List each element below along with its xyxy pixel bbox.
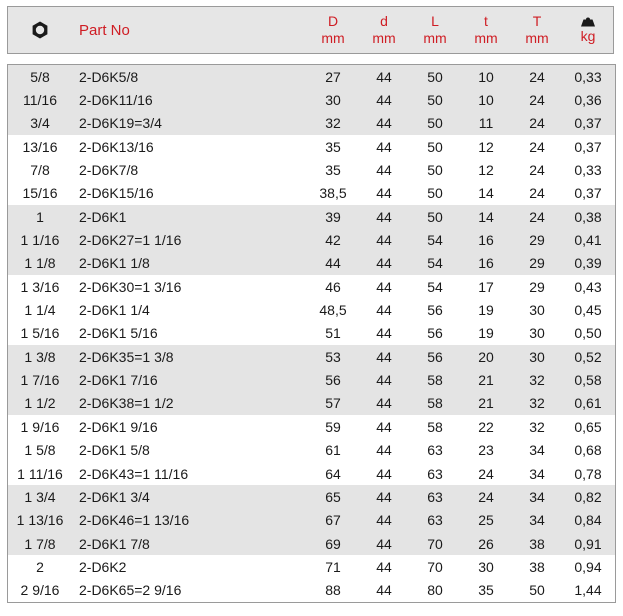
table-row xyxy=(8,135,615,158)
d-cell: 44 xyxy=(376,418,392,435)
size-cell: 1 3/4 xyxy=(24,488,56,505)
d-cell: 44 xyxy=(376,162,392,179)
L-cell: 50 xyxy=(427,138,443,155)
part-number-cell: 2-D6K27=1 1/16 xyxy=(79,232,182,249)
part-number-cell: 2-D6K13/16 xyxy=(79,138,154,155)
D-cell: 46 xyxy=(325,278,341,295)
size-cell: 1 3/8 xyxy=(24,348,56,365)
d-cell: 44 xyxy=(376,185,392,202)
part-number-cell: 2-D6K15/16 xyxy=(79,185,154,202)
T-cell: 34 xyxy=(529,512,545,529)
weight-cell: 0,38 xyxy=(574,208,602,225)
L-cell: 63 xyxy=(427,512,443,529)
D-cell: 59 xyxy=(325,418,341,435)
D-cell: 48,5 xyxy=(319,302,347,319)
weight-cell: 0,65 xyxy=(574,418,602,435)
weight-cell: 0,82 xyxy=(574,488,602,505)
T-cell: 32 xyxy=(529,395,545,412)
D-cell: 57 xyxy=(325,395,341,412)
size-cell: 15/16 xyxy=(22,185,58,202)
T-cell: 38 xyxy=(529,558,545,575)
table-row xyxy=(8,322,615,345)
table-row xyxy=(8,345,615,368)
D-cell: 71 xyxy=(325,558,341,575)
table-row xyxy=(8,88,615,111)
column-header-weight xyxy=(564,7,612,53)
size-cell: 7/8 xyxy=(30,162,50,179)
t-cell: 11 xyxy=(478,115,494,132)
L-cell: 63 xyxy=(427,488,443,505)
L-cell: 63 xyxy=(427,465,443,482)
size-cell: 2 xyxy=(36,558,44,575)
d-cell: 44 xyxy=(376,138,392,155)
table-row xyxy=(8,182,615,205)
column-unit: mm xyxy=(474,30,498,46)
weight-cell: 0,43 xyxy=(574,278,602,295)
t-cell: 10 xyxy=(478,68,494,85)
table-row xyxy=(8,368,615,391)
table-row xyxy=(8,555,615,578)
weight-cell: 1,44 xyxy=(574,582,602,599)
t-cell: 24 xyxy=(478,465,494,482)
weight-icon xyxy=(580,16,596,27)
d-cell: 44 xyxy=(376,115,392,132)
D-cell: 35 xyxy=(325,162,341,179)
t-cell: 30 xyxy=(478,558,494,575)
size-cell: 2 9/16 xyxy=(20,582,60,599)
T-cell: 24 xyxy=(529,162,545,179)
weight-cell: 0,68 xyxy=(574,442,602,459)
table-row xyxy=(8,275,615,298)
size-cell: 11/16 xyxy=(23,92,57,109)
part-number-cell: 2-D6K2 xyxy=(79,558,127,575)
d-cell: 44 xyxy=(376,512,392,529)
column-name: L xyxy=(431,13,439,29)
weight-cell: 0,61 xyxy=(574,395,602,412)
size-cell: 1 1/8 xyxy=(24,255,56,272)
table-row xyxy=(8,579,615,602)
size-cell: 1 1/16 xyxy=(20,232,60,249)
T-cell: 29 xyxy=(529,232,545,249)
L-cell: 58 xyxy=(427,395,443,412)
weight-cell: 0,50 xyxy=(574,325,602,342)
T-cell: 32 xyxy=(529,372,545,389)
d-cell: 44 xyxy=(376,348,392,365)
size-cell: 1 9/16 xyxy=(20,418,60,435)
t-cell: 10 xyxy=(478,92,494,109)
table-row xyxy=(8,112,615,135)
column-name: t xyxy=(484,13,488,29)
t-cell: 16 xyxy=(478,255,494,272)
L-cell: 50 xyxy=(427,185,443,202)
column-name: d xyxy=(380,13,388,29)
T-cell: 24 xyxy=(529,92,545,109)
L-cell: 58 xyxy=(427,418,443,435)
t-cell: 19 xyxy=(478,302,494,319)
weight-cell: 0,52 xyxy=(574,348,602,365)
part-number-cell: 2-D6K11/16 xyxy=(79,92,153,109)
size-cell: 1 5/8 xyxy=(24,442,56,459)
size-cell: 1 7/8 xyxy=(24,535,56,552)
size-cell: 13/16 xyxy=(22,138,58,155)
part-number-cell: 2-D6K43=1 11/16 xyxy=(79,465,189,482)
weight-cell: 0,37 xyxy=(574,115,602,132)
d-cell: 44 xyxy=(376,372,392,389)
table-row xyxy=(8,439,615,462)
t-cell: 23 xyxy=(478,442,494,459)
size-cell: 1 11/16 xyxy=(17,465,63,482)
table-row xyxy=(8,65,615,88)
d-cell: 44 xyxy=(376,395,392,412)
d-cell: 44 xyxy=(376,465,392,482)
t-cell: 35 xyxy=(478,582,494,599)
T-cell: 30 xyxy=(529,348,545,365)
column-header-t xyxy=(462,7,510,53)
table-row xyxy=(8,228,615,251)
table-row xyxy=(8,532,615,555)
t-cell: 12 xyxy=(478,138,494,155)
D-cell: 51 xyxy=(325,325,341,342)
T-cell: 32 xyxy=(529,418,545,435)
d-cell: 44 xyxy=(376,232,392,249)
table-row xyxy=(8,485,615,508)
weight-cell: 0,84 xyxy=(574,512,602,529)
D-cell: 56 xyxy=(325,372,341,389)
d-cell: 44 xyxy=(376,302,392,319)
L-cell: 70 xyxy=(427,535,443,552)
table-row xyxy=(8,462,615,485)
T-cell: 38 xyxy=(529,535,545,552)
t-cell: 14 xyxy=(478,185,494,202)
column-unit: mm xyxy=(423,30,447,46)
t-cell: 12 xyxy=(478,162,494,179)
part-number-cell: 2-D6K1 5/16 xyxy=(79,325,158,342)
T-cell: 29 xyxy=(529,255,545,272)
column-name: D xyxy=(327,13,339,29)
L-cell: 50 xyxy=(427,162,443,179)
column-unit: kg xyxy=(580,27,596,44)
D-cell: 32 xyxy=(325,115,341,132)
size-cell: 1 3/16 xyxy=(20,278,60,295)
weight-cell: 0,58 xyxy=(574,372,602,389)
table-row xyxy=(8,509,615,532)
table-row xyxy=(8,392,615,415)
column-header-T xyxy=(513,7,561,53)
weight-cell: 0,37 xyxy=(574,185,602,202)
d-cell: 44 xyxy=(376,488,392,505)
part-number-cell: 2-D6K46=1 13/16 xyxy=(79,512,190,529)
L-cell: 70 xyxy=(427,558,443,575)
weight-cell: 0,36 xyxy=(574,92,602,109)
D-cell: 35 xyxy=(325,138,341,155)
D-cell: 39 xyxy=(325,208,341,225)
table-body xyxy=(7,64,616,603)
L-cell: 56 xyxy=(427,302,443,319)
part-number-cell: 2-D6K19=3/4 xyxy=(79,115,162,132)
column-unit: mm xyxy=(321,30,345,46)
L-cell: 50 xyxy=(427,92,443,109)
part-number-cell: 2-D6K1 xyxy=(79,208,127,225)
part-number-cell: 2-D6K30=1 3/16 xyxy=(79,278,182,295)
size-cell: 1 13/16 xyxy=(16,512,64,529)
part-number-cell: 2-D6K5/8 xyxy=(79,68,139,85)
D-cell: 53 xyxy=(325,348,341,365)
table-row xyxy=(8,415,615,438)
L-cell: 63 xyxy=(427,442,443,459)
table-header xyxy=(7,6,614,54)
column-header-L xyxy=(411,7,459,53)
t-cell: 25 xyxy=(478,512,494,529)
part-number-cell: 2-D6K1 5/8 xyxy=(79,442,150,459)
weight-cell: 0,39 xyxy=(574,255,602,272)
hexagon-icon xyxy=(30,20,50,40)
size-cell: 5/8 xyxy=(30,68,50,85)
t-cell: 20 xyxy=(478,348,494,365)
size-cell: 1 5/16 xyxy=(20,325,60,342)
T-cell: 50 xyxy=(529,582,545,599)
d-cell: 44 xyxy=(376,255,392,272)
table-row xyxy=(8,158,615,181)
size-cell: 1 xyxy=(36,208,44,225)
L-cell: 50 xyxy=(427,68,443,85)
column-header-D xyxy=(309,7,357,53)
L-cell: 54 xyxy=(427,255,443,272)
T-cell: 24 xyxy=(529,68,545,85)
table-row xyxy=(8,205,615,228)
column-header-d xyxy=(360,7,408,53)
T-cell: 29 xyxy=(529,278,545,295)
column-name: T xyxy=(532,13,542,29)
L-cell: 54 xyxy=(427,278,443,295)
part-no-header: Part No xyxy=(79,21,130,39)
weight-cell: 0,33 xyxy=(574,68,602,85)
size-cell: 1 1/2 xyxy=(24,395,56,412)
T-cell: 24 xyxy=(529,208,545,225)
L-cell: 54 xyxy=(427,232,443,249)
part-number-cell: 2-D6K35=1 3/8 xyxy=(79,348,174,365)
weight-cell: 0,41 xyxy=(574,232,602,249)
d-cell: 44 xyxy=(376,278,392,295)
table-row xyxy=(8,252,615,275)
T-cell: 34 xyxy=(529,488,545,505)
D-cell: 64 xyxy=(325,465,341,482)
t-cell: 24 xyxy=(478,488,494,505)
D-cell: 88 xyxy=(325,582,341,599)
t-cell: 17 xyxy=(478,278,494,295)
part-number-cell: 2-D6K7/8 xyxy=(79,162,139,179)
L-cell: 80 xyxy=(427,582,443,599)
T-cell: 24 xyxy=(529,185,545,202)
table-row xyxy=(8,298,615,321)
T-cell: 34 xyxy=(529,465,545,482)
d-cell: 44 xyxy=(376,208,392,225)
t-cell: 19 xyxy=(478,325,494,342)
size-cell: 3/4 xyxy=(30,115,50,132)
T-cell: 24 xyxy=(529,138,545,155)
d-cell: 44 xyxy=(376,92,392,109)
t-cell: 21 xyxy=(478,395,494,412)
size-cell: 1 1/4 xyxy=(24,302,56,319)
d-cell: 44 xyxy=(376,582,392,599)
d-cell: 44 xyxy=(376,535,392,552)
column-unit: mm xyxy=(372,30,396,46)
part-number-cell: 2-D6K1 1/4 xyxy=(79,302,150,319)
t-cell: 14 xyxy=(478,208,494,225)
L-cell: 50 xyxy=(427,115,443,132)
d-cell: 44 xyxy=(376,442,392,459)
T-cell: 30 xyxy=(529,325,545,342)
D-cell: 69 xyxy=(325,535,341,552)
d-cell: 44 xyxy=(376,68,392,85)
D-cell: 65 xyxy=(325,488,341,505)
L-cell: 58 xyxy=(427,372,443,389)
size-cell: 1 7/16 xyxy=(20,372,60,389)
D-cell: 30 xyxy=(325,92,341,109)
column-unit: mm xyxy=(525,30,549,46)
d-cell: 44 xyxy=(376,325,392,342)
part-number-cell: 2-D6K1 3/4 xyxy=(79,488,150,505)
part-number-cell: 2-D6K1 7/8 xyxy=(79,535,150,552)
L-cell: 56 xyxy=(427,348,443,365)
L-cell: 56 xyxy=(427,325,443,342)
d-cell: 44 xyxy=(376,558,392,575)
part-number-cell: 2-D6K1 7/16 xyxy=(79,372,158,389)
weight-cell: 0,37 xyxy=(574,138,602,155)
weight-cell: 0,91 xyxy=(574,535,602,552)
part-number-cell: 2-D6K1 1/8 xyxy=(79,255,150,272)
t-cell: 21 xyxy=(478,372,494,389)
T-cell: 24 xyxy=(529,115,545,132)
t-cell: 16 xyxy=(478,232,494,249)
D-cell: 38,5 xyxy=(319,185,347,202)
t-cell: 26 xyxy=(478,535,494,552)
t-cell: 22 xyxy=(478,418,494,435)
part-number-cell: 2-D6K38=1 1/2 xyxy=(79,395,174,412)
D-cell: 44 xyxy=(325,255,341,272)
L-cell: 50 xyxy=(427,208,443,225)
D-cell: 27 xyxy=(325,68,341,85)
part-number-cell: 2-D6K1 9/16 xyxy=(79,418,158,435)
weight-cell: 0,78 xyxy=(574,465,602,482)
part-number-cell: 2-D6K65=2 9/16 xyxy=(79,582,182,599)
D-cell: 42 xyxy=(325,232,341,249)
weight-cell: 0,94 xyxy=(574,558,602,575)
T-cell: 34 xyxy=(529,442,545,459)
D-cell: 61 xyxy=(325,442,341,459)
weight-cell: 0,33 xyxy=(574,162,602,179)
spec-table xyxy=(7,6,614,599)
D-cell: 67 xyxy=(325,512,341,529)
weight-cell: 0,45 xyxy=(574,302,602,319)
T-cell: 30 xyxy=(529,302,545,319)
